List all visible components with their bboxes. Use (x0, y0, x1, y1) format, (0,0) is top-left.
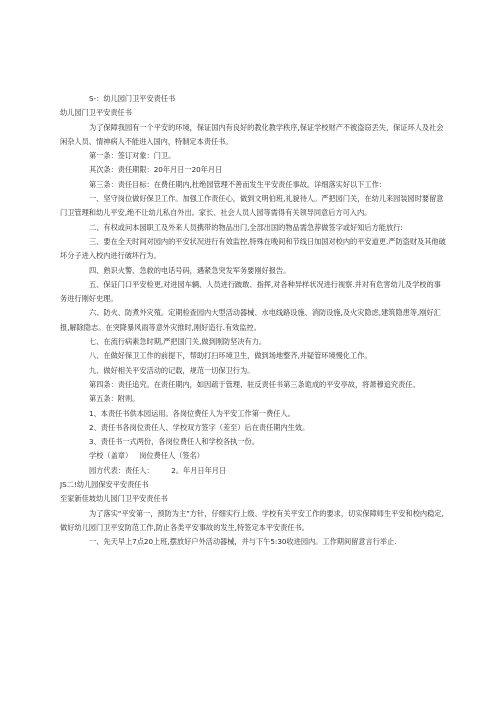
doc-title: 幼儿园门卫平安责任书 (60, 108, 132, 118)
section-2-label: JS二!幼儿园保安平安责任书 (60, 480, 149, 490)
representative-label: 园方代表：责任人： (89, 465, 154, 475)
header-label: S-：幼儿园门卫平安责任书 (89, 94, 176, 103)
intro-paragraph: 为了保障我园有一个平安的环境，保证国内有良好的教化教学秩序,保证学校财产不被盗窃丢失，保证环人及社会闲杂人员、情神病人不能进入国内，特制定本责任书。 (60, 122, 444, 146)
school-seal-label: 学校（盖章） (89, 451, 133, 461)
section-2-title: 至家新佳坡幼儿园门卫平安责任书 (60, 494, 168, 504)
signature-date: 2。年月日年月日 (171, 465, 227, 475)
duty-item-7: 七、在流行病素急时期,严把国门关,做到刚防坚决有力。 (89, 337, 267, 347)
article-2: 其次条：责任期限：20年月日一20年月日 (89, 165, 223, 175)
section-2-intro: 为了落实“平安第一，预防为主”方针，仔细实行上级、学校有关平安工作的要求，切实保障师生平安和校内稳定,做好幼儿园门卫平安防范工作,防止各类平安事故的发生,特签定本平安责任书。 (60, 508, 444, 532)
note-2: 2、责任书各岗位责任人、学校双方签字（差至）后在责任期内生效。 (89, 422, 310, 432)
article-3: 第三条：责任目标：在费任期内,杜绝园管理不善而发生平安责任事故。详细落实好以下工作： (89, 179, 386, 189)
duty-item-6: 六、防火、防煮外灾殖。定期检查园内大型活动器械、水电线路设施、消防设施,及火灾隐虑,建筑隐患等,刚好汇报,解除隐志。在突降暴风雨等意外灾推时,刚好造行.有效监控。 (60, 308, 441, 332)
post-signer-label: 岗位费任人（签名） (139, 451, 204, 461)
duty-item-8: 八、在做好保卫工作的前提下，帮助打扫环境卫生，做到场地整齐,并疑管环境慢化工作。 (89, 351, 372, 361)
signature-line-1 (60, 449, 448, 463)
article-5: 第五条：附则。 (89, 394, 140, 404)
signature-line-2 (60, 464, 448, 478)
duty-item-9: 九、做好相关平安活动的记载，规范一切保卫行为。 (89, 365, 255, 375)
document-body (60, 92, 448, 550)
duty-item-4: 四、熟识火警、急救的电话号码，遇紧急突发军务要刚好报告。 (89, 265, 291, 275)
article-4: 第四条：责任追究。在责任期内，如因疏于管理、驻反责任书第三条诡成的平安亭故，将萧穆追究责任。 (89, 379, 420, 389)
section-2-item-1: 一、先天早上7点20上班,摆放好户外活动器械，并与下午5:30收进园内。工作期间留意言行举止. (89, 537, 397, 547)
note-3: 3、责任书一式两份，各岗位费任人和学校各执一份。 (89, 437, 259, 447)
note-1: 1、本责任书供本园运用。各岗位费任人为平安工作第一费任人。 (89, 408, 295, 418)
duty-item-2: 二、有权或问本园职工及外来人员携带的物品出门,全部出国的物品需急荐做签字或好知后方能放行: (89, 222, 403, 232)
duty-item-3: 三、要在全天时间对园内的平安状况进行有效监控,特殊在晚间和节线日加国对校内的平安道更.严防盗财及其他破坏分子进入校内进行破坏行为。 (60, 236, 446, 261)
duty-item-1: 一、坚守岗位做好保卫工作。加强工作责任心，做到文明伯班,礼貌待人。严把园门关，在幼儿来园装园时要留意门卫管理和幼儿平安,绝不让幼儿私自外出。家长、社会人员人园等需得有关领导同意后方可入内。 (60, 194, 444, 218)
article-1: 第一条：签订对象：门卫。 (89, 151, 176, 161)
duty-item-5: 五、保证门口平安检更,对进园车辆、人员进行跛敢、指挥,对各种异样状况进行视察.并对有危害幼儿及学校的事务进行刚好史理。 (60, 279, 441, 304)
